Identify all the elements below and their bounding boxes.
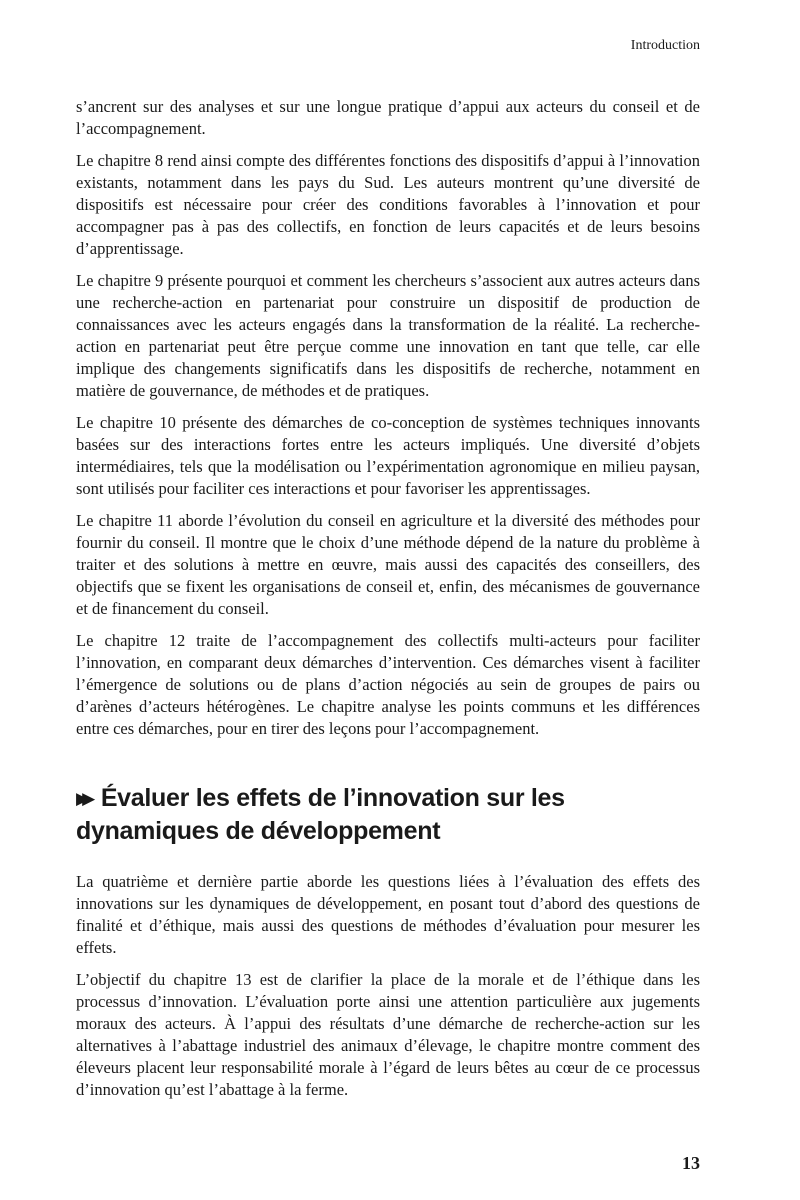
section-title: Évaluer les effets de l’innovation sur les dynamiques de développement — [76, 784, 565, 845]
double-arrow-icon: ▶▶ — [76, 789, 89, 808]
paragraph: Le chapitre 10 présente des démarches de co-conception de systèmes techniques innovants basées sur des interactions fortes entre les acteurs impliqués. Une diversité d’objets intermédiaires, tels que la modélisation ou l’expérimentation agronomique en milieu paysan, sont utilisés pour faciliter ces interactions et pour favoriser les apprentissages. — [76, 413, 700, 498]
paragraph: Le chapitre 12 traite de l’accompagnement des collectifs multi-acteurs pour faciliter l’innovation, en comparant deux démarches d’intervention. Ces démarches visent à faciliter l’émergence de solutions ou de plans d’action négociés au sein de groupes de pairs ou d’arènes d’acteurs hétérogènes. Le chapitre analyse les points communs et les différences entre ces démarches, pour en tirer des leçons pour l’accompagnement. — [76, 631, 700, 738]
page-body — [76, 96, 700, 1111]
paragraph: Le chapitre 8 rend ainsi compte des différentes fonctions des dispositifs d’appui à l’innovation existants, notamment dans les pays du Sud. Les auteurs montrent qu’une diversité de dispositifs est nécessaire pour créer des conditions favorables à l’innovation et pour accompagner pas à pas des collectifs, en fonction de leurs capacités et de leurs besoins d’apprentissage. — [76, 151, 700, 258]
running-header: Introduction — [630, 38, 700, 53]
paragraph: s’ancrent sur des analyses et sur une longue pratique d’appui aux acteurs du conseil et de l’accompagnement. — [76, 97, 700, 138]
paragraph: L’objectif du chapitre 13 est de clarifier la place de la morale et de l’éthique dans les processus d’innovation. L’évaluation porte ainsi une attention particulière aux jugements moraux des acteurs. À l’appui des résultats d’une démarche de recherche-action sur les alternatives à l’abattage industriel des animaux d’élevage, le chapitre montre comment des éleveurs placent leur responsabilité morale à l’égard de leurs bêtes au cœur de ce processus d’innovation qu’est l’abattage à la ferme. — [76, 970, 700, 1099]
paragraph: Le chapitre 11 aborde l’évolution du conseil en agriculture et la diversité des méthodes pour fournir du conseil. Il montre que le choix d’une méthode dépend de la nature du problème à traiter et des solutions à mettre en œuvre, mais aussi des capacités des conseillers, des objectifs que se fixent les organisations de conseil et, enfin, des mécanismes de gouvernance et de financement du conseil. — [76, 511, 700, 618]
paragraph: Le chapitre 9 présente pourquoi et comment les chercheurs s’associent aux autres acteurs dans une recherche-action en partenariat pour construire un dispositif de production de connaissances avec les acteurs engagés dans la transformation de la réalité. La recherche-action en partenariat peut être perçue comme une innovation en tant que telle, car elle implique des changements significatifs dans les dispositifs de recherche, notamment en matière de gouvernance, de méthodes et de pratiques. — [76, 271, 700, 400]
section-heading — [76, 782, 700, 847]
page-number: 13 — [682, 1153, 700, 1173]
paragraph: La quatrième et dernière partie aborde les questions liées à l’évaluation des effets des innovations sur les dynamiques de développement, en posant tout d’abord des questions de finalité et d’éthique, mais aussi des questions de méthodes d’évaluation pour mesurer les effets. — [76, 872, 700, 957]
